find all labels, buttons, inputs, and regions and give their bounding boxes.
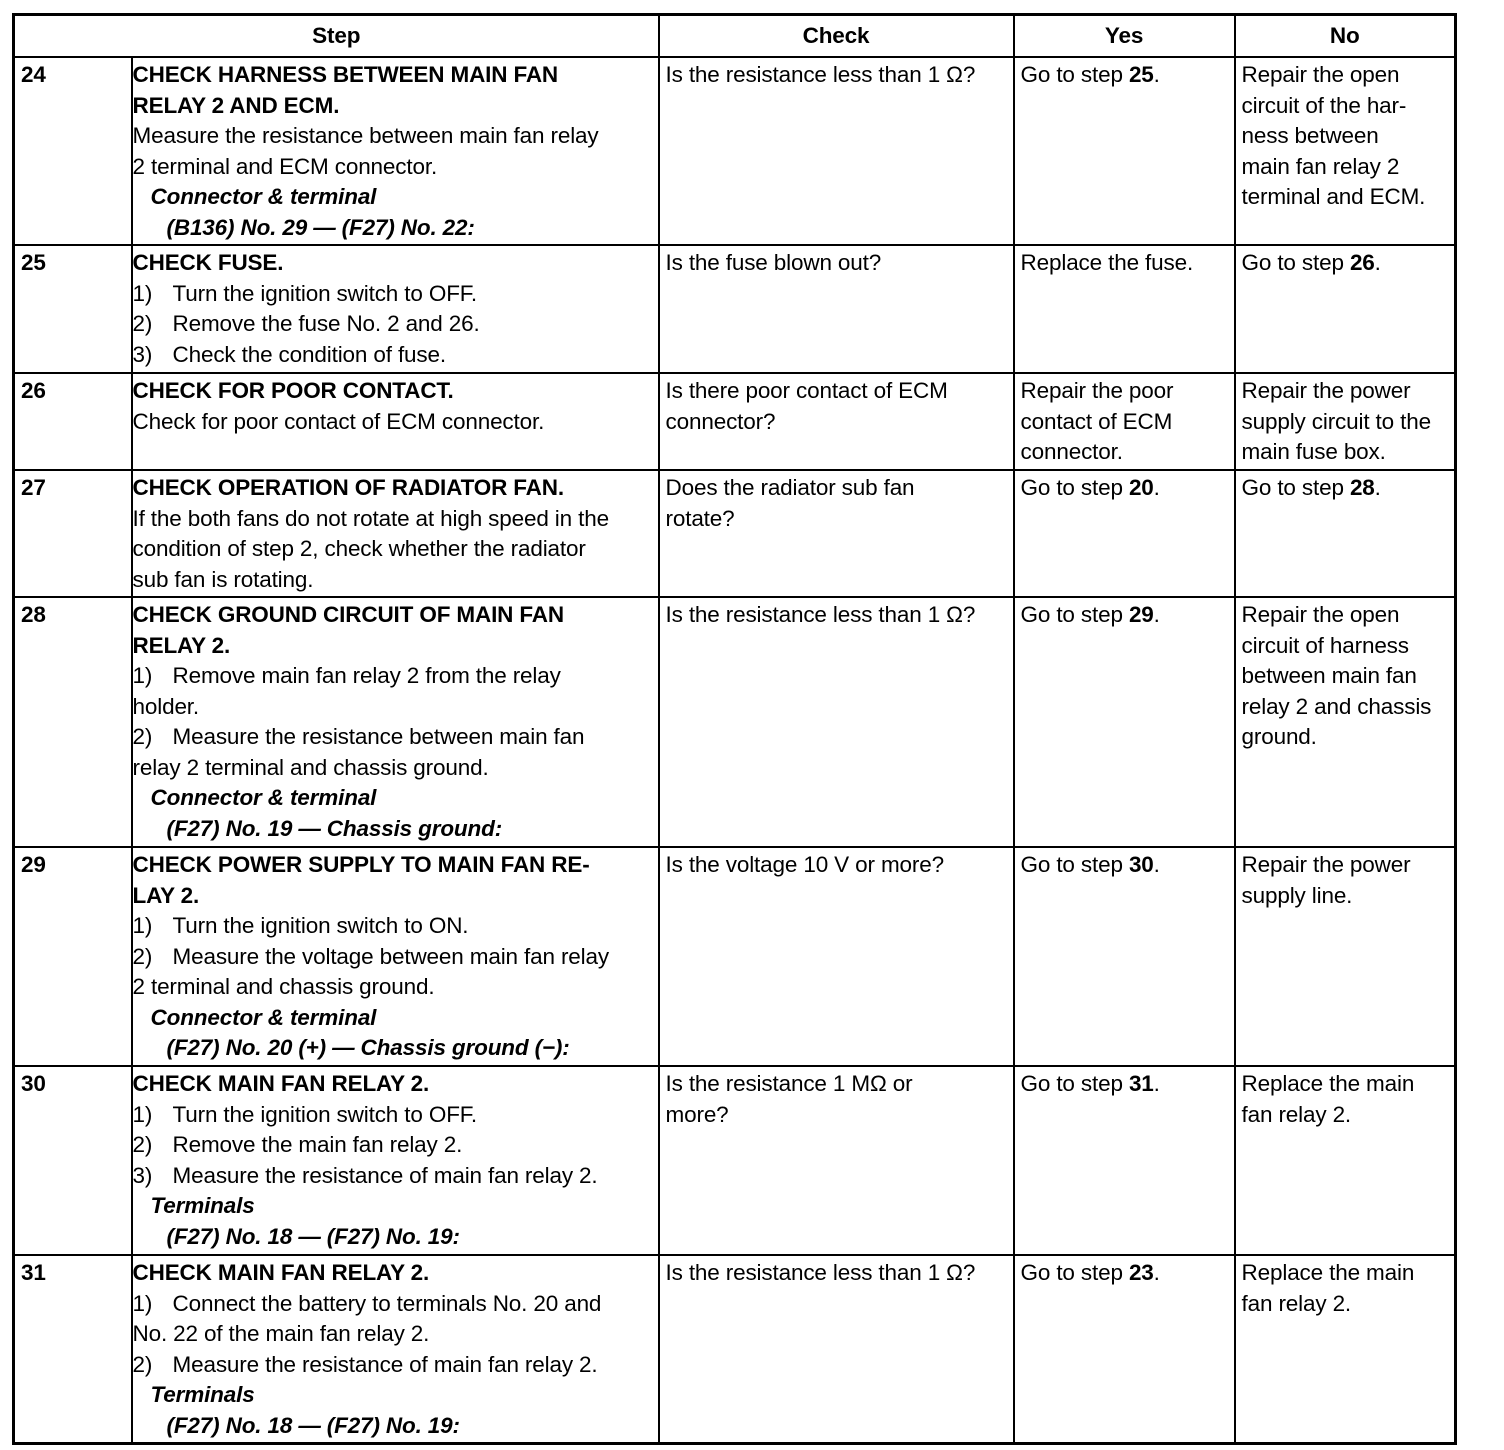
list-item: 1) Turn the ignition switch to OFF.	[132, 1101, 477, 1127]
step-title: CHECK POWER SUPPLY TO MAIN FAN RE-	[132, 852, 590, 877]
terminals-spec: (F27) No. 18 — (F27) No. 19:	[166, 1412, 460, 1438]
table-row	[14, 470, 1456, 597]
no-cell: Repair the power supply line.	[1235, 847, 1456, 1066]
connector-heading: Connector & terminal	[150, 184, 377, 209]
yes-cell: Go to step 29.	[1014, 597, 1235, 847]
check-cell: Is there poor contact of ECM connector?	[659, 373, 1014, 470]
step-title: CHECK OPERATION OF RADIATOR FAN.	[132, 475, 564, 500]
terminals-heading: Terminals	[150, 1193, 255, 1218]
yes-step-ref: 31	[1128, 1071, 1154, 1096]
step-title: CHECK FUSE.	[132, 250, 284, 275]
table-row	[14, 1066, 1456, 1255]
no-step-ref: 26	[1349, 250, 1375, 275]
header-check: Check	[659, 15, 1014, 58]
step-text: condition of step 2, check whether the radiator	[132, 536, 586, 561]
no-cell: Repair the power supply circuit to the main fuse box.	[1235, 373, 1456, 470]
list-item: 1) Turn the ignition switch to ON.	[132, 913, 469, 938]
step-title: RELAY 2 AND ECM.	[132, 92, 340, 118]
list-item: 1) Turn the ignition switch to OFF.	[132, 280, 477, 306]
step-description	[132, 1066, 659, 1255]
yes-step-ref: 29	[1128, 602, 1154, 627]
step-title: RELAY 2.	[132, 632, 231, 658]
no-cell: Repair the open circuit of the har- ness between main fan relay 2 terminal and ECM.	[1235, 57, 1456, 245]
step-text: Check for poor contact of ECM connector.	[132, 408, 545, 434]
connector-heading: Connector & terminal	[150, 1004, 377, 1030]
list-item: 2) Measure the resistance of main fan relay 2.	[132, 1351, 598, 1377]
list-item: 2) Remove the fuse No. 2 and 26.	[132, 311, 480, 336]
no-cell: Replace the main fan relay 2.	[1235, 1255, 1456, 1443]
check-cell: Is the fuse blown out?	[659, 245, 1014, 373]
table-row	[14, 847, 1456, 1066]
list-item: 2) Measure the voltage between main fan relay	[132, 943, 609, 969]
table-row	[14, 57, 1456, 245]
yes-step-ref: 23	[1128, 1260, 1154, 1285]
step-title: LAY 2.	[132, 882, 200, 908]
step-description: CHECK POWER SUPPLY TO MAIN FAN RE- LAY 2. 1) Turn the ignition switch to ON. 2) Measure the voltage between main fan relay 2 terminal and chassis ground. Connector & terminal (F27) No. 20 (+) — Chassis ground (−):	[132, 847, 659, 1066]
step-text: 2 terminal and ECM connector.	[132, 153, 438, 179]
step-number: 29	[14, 847, 132, 1066]
list-item: 2) Remove the main fan relay 2.	[132, 1132, 463, 1157]
yes-cell: Replace the fuse.	[1014, 245, 1235, 373]
header-row	[14, 15, 1456, 58]
connector-terminals: (B136) No. 29 — (F27) No. 22:	[166, 214, 475, 240]
step-title: CHECK HARNESS BETWEEN MAIN FAN	[132, 62, 559, 87]
no-cell: Go to step 26.	[1235, 245, 1456, 373]
connector-heading: Connector & terminal	[150, 785, 377, 810]
yes-step-ref: 25	[1128, 62, 1154, 87]
header-yes: Yes	[1014, 15, 1235, 58]
yes-cell: Repair the poor contact of ECM connector.	[1014, 373, 1235, 470]
step-text: sub fan is rotating.	[132, 566, 314, 592]
step-number: 26	[14, 373, 132, 470]
terminals-heading: Terminals	[150, 1382, 255, 1407]
step-title: CHECK GROUND CIRCUIT OF MAIN FAN	[132, 602, 564, 627]
check-cell: Is the resistance less than 1 Ω?	[659, 597, 1014, 847]
step-text: Measure the resistance between main fan relay	[132, 123, 599, 148]
table-row	[14, 1255, 1456, 1443]
connector-terminals: (F27) No. 19 — Chassis ground:	[166, 815, 503, 841]
yes-cell: Go to step 23.	[1014, 1255, 1235, 1443]
yes-step-ref: 30	[1128, 852, 1154, 877]
header-no: No	[1235, 15, 1456, 58]
step-title: CHECK MAIN FAN RELAY 2.	[132, 1260, 430, 1285]
step-title: CHECK MAIN FAN RELAY 2.	[132, 1071, 430, 1096]
step-number: 25	[14, 245, 132, 373]
header-step: Step	[14, 15, 659, 58]
step-number: 27	[14, 470, 132, 597]
list-item: 3) Measure the resistance of main fan relay 2.	[132, 1162, 598, 1188]
step-text: If the both fans do not rotate at high speed in the	[132, 505, 609, 531]
no-cell: Go to step 28.	[1235, 470, 1456, 597]
table-row	[14, 597, 1456, 847]
table-row	[14, 245, 1456, 373]
step-number: 31	[14, 1255, 132, 1443]
list-item: 1) Connect the battery to terminals No. 20 and	[132, 1290, 602, 1316]
yes-cell: Go to step 30.	[1014, 847, 1235, 1066]
check-cell: Is the resistance less than 1 Ω?	[659, 57, 1014, 245]
list-item: 2) Measure the resistance between main fan	[132, 724, 585, 749]
step-description	[132, 470, 659, 597]
yes-cell: Go to step 25.	[1014, 57, 1235, 245]
step-number: 24	[14, 57, 132, 245]
no-cell: Replace the main fan relay 2.	[1235, 1066, 1456, 1255]
no-step-ref: 28	[1349, 475, 1375, 500]
connector-terminals: (F27) No. 20 (+) — Chassis ground (−):	[166, 1035, 570, 1060]
step-description: CHECK MAIN FAN RELAY 2. 1) Connect the battery to terminals No. 20 and No. 22 of the main fan relay 2. 2) Measure the resistance of main fan relay 2. Terminals (F27) No. 18 — (F27) No. 19:	[132, 1255, 659, 1443]
check-cell: Is the voltage 10 V or more?	[659, 847, 1014, 1066]
step-description	[132, 245, 659, 373]
step-description	[132, 373, 659, 470]
table-row	[14, 373, 1456, 470]
list-item: 3) Check the condition of fuse.	[132, 341, 446, 367]
list-item: 1) Remove main fan relay 2 from the relay	[132, 663, 561, 688]
step-description: CHECK GROUND CIRCUIT OF MAIN FAN RELAY 2. 1) Remove main fan relay 2 from the relay holder. 2) Measure the resistance between main fan relay 2 terminal and chassis ground. Connector & terminal (F27) No. 19 — Chassis ground:	[132, 597, 659, 847]
terminals-spec: (F27) No. 18 — (F27) No. 19:	[166, 1223, 460, 1249]
check-cell: Is the resistance less than 1 Ω?	[659, 1255, 1014, 1443]
yes-cell: Go to step 31.	[1014, 1066, 1235, 1255]
step-title: CHECK FOR POOR CONTACT.	[132, 378, 454, 403]
step-number: 28	[14, 597, 132, 847]
yes-step-ref: 20	[1128, 475, 1154, 500]
step-description	[132, 57, 659, 245]
diagnostic-procedure-table	[12, 13, 1457, 1445]
no-cell: Repair the open circuit of harness between main fan relay 2 and chassis ground.	[1235, 597, 1456, 847]
step-number: 30	[14, 1066, 132, 1255]
check-cell: Does the radiator sub fan rotate?	[659, 470, 1014, 597]
yes-cell: Go to step 20.	[1014, 470, 1235, 597]
check-cell: Is the resistance 1 MΩ or more?	[659, 1066, 1014, 1255]
